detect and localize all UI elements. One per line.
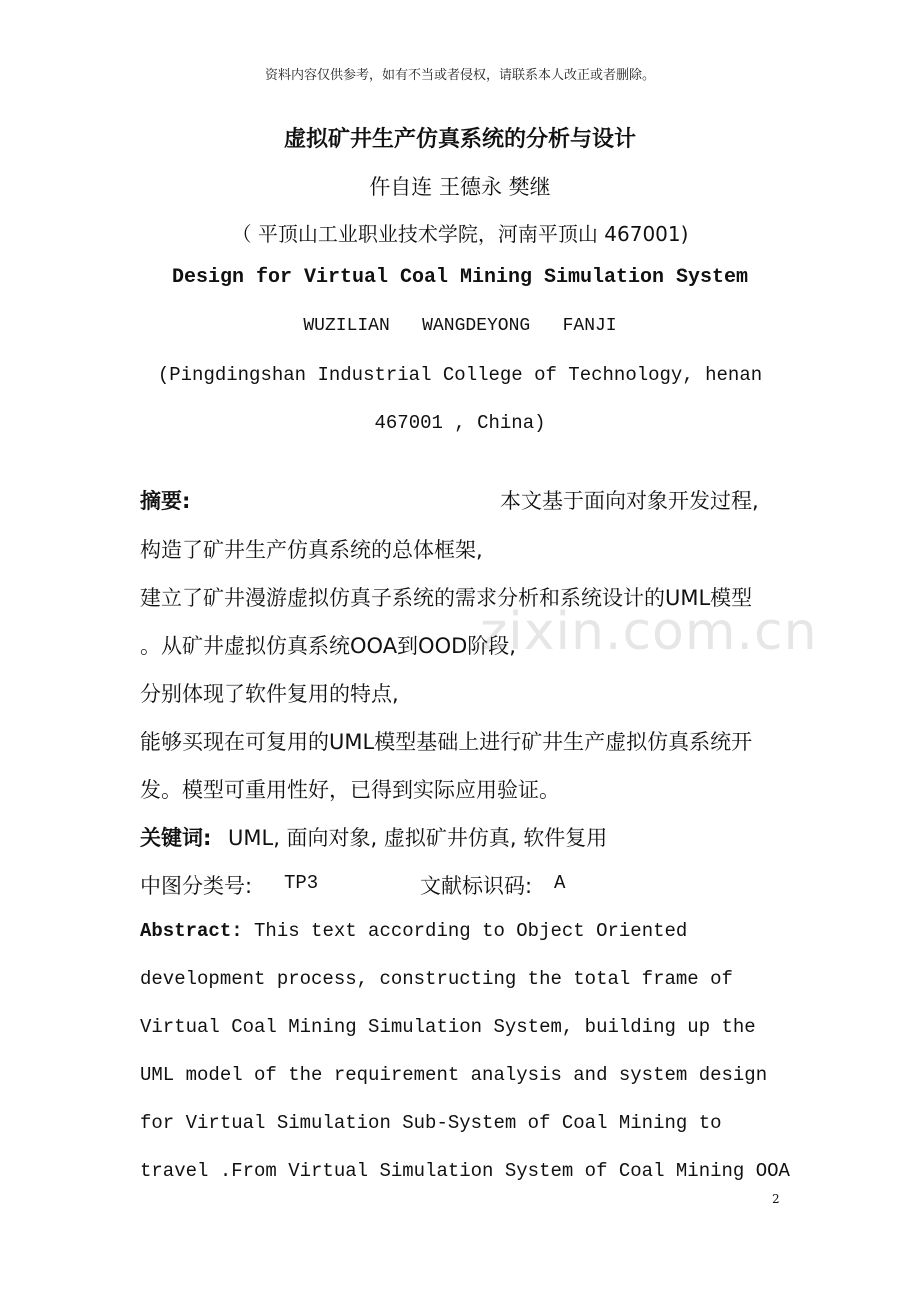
abstract-en-line1-tail: This text according to Object Oriented: [242, 920, 688, 942]
clc-label: 中图分类号:: [140, 874, 253, 898]
authors-cn: 仵自连 王德永 樊继: [369, 175, 551, 199]
abstract-cn-line: 。从矿井虚拟仿真系统OOA到OOD阶段,: [140, 634, 516, 658]
keywords-text: UML, 面向对象, 虚拟矿井仿真, 软件复用: [228, 826, 608, 850]
abstract-cn-line: 发。模型可重用性好，已得到实际应用验证。: [140, 778, 560, 802]
affiliation-cn: （ 平顶山工业职业技术学院，河南平顶山 467001): [231, 222, 689, 246]
affiliation-en-line2: 467001 , China): [374, 412, 546, 434]
abstract-cn-line: 建立了矿井漫游虚拟仿真子系统的需求分析和系统设计的UML模型: [140, 586, 753, 610]
clc-value: TP3: [284, 872, 319, 894]
authors-en: WUZILIAN WANGDEYONG FANJI: [303, 316, 617, 336]
abstract-en-line: development process, constructing the total frame of: [140, 968, 733, 990]
doc-code-value: A: [554, 872, 566, 894]
abstract-en-label: Abstract:: [140, 920, 243, 942]
header-note: 资料内容仅供参考，如有不当或者侵权，请联系本人改正或者删除。: [264, 68, 655, 83]
affiliation-en-line1: (Pingdingshan Industrial College of Technology, henan: [157, 364, 763, 386]
paper-title-en: Design for Virtual Coal Mining Simulation System: [171, 266, 749, 289]
page-number: 2: [772, 1192, 780, 1206]
paper-title-cn: 虚拟矿井生产仿真系统的分析与设计: [283, 127, 636, 152]
watermark: zixin.com.cn: [480, 602, 818, 662]
abstract-cn-line: 构造了矿井生产仿真系统的总体框架,: [140, 538, 483, 562]
doc-code-label: 文献标识码:: [420, 874, 533, 898]
keywords-label: 关键词:: [140, 826, 212, 850]
abstract-cn-label: 摘要:: [140, 489, 191, 513]
abstract-en-first-line: [140, 920, 687, 942]
abstract-en-line: travel .From Virtual Simulation System of Coal Mining OOA: [140, 1160, 790, 1182]
abstract-en-line: for Virtual Simulation Sub-System of Coal Mining to: [140, 1112, 722, 1134]
abstract-cn-line: 分别体现了软件复用的特点,: [140, 682, 399, 706]
abstract-cn-line: 能够买现在可复用的UML模型基础上进行矿井生产虚拟仿真系统开: [140, 730, 753, 754]
abstract-cn-line1-tail: 本文基于面向对象开发过程,: [500, 489, 759, 513]
abstract-en-line: Virtual Coal Mining Simulation System, building up the: [140, 1016, 756, 1038]
abstract-en-line: UML model of the requirement analysis and system design: [140, 1064, 768, 1086]
